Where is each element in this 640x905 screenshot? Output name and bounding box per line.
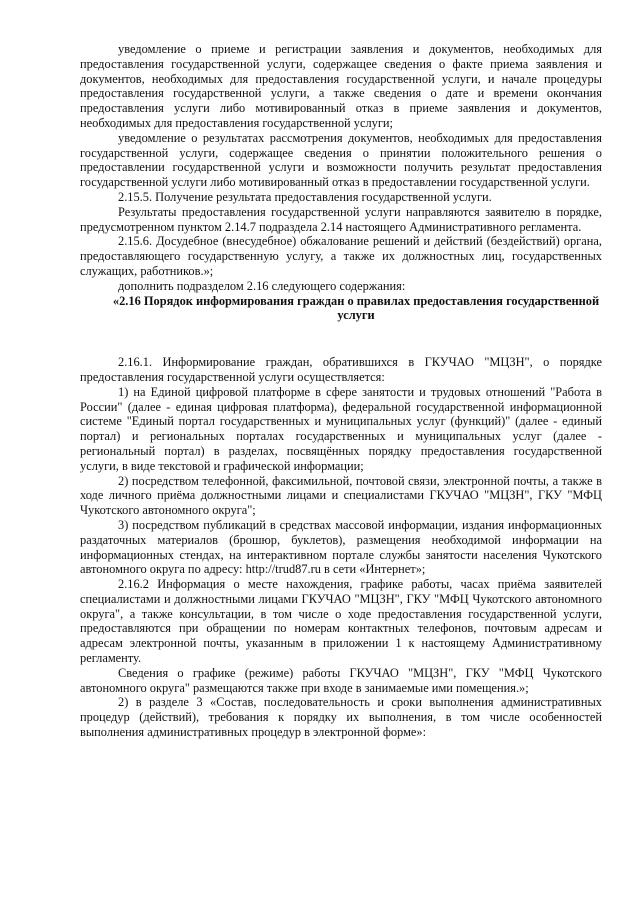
paragraph-2-15-5: 2.15.5. Получение результата предоставления государственной услуги. bbox=[118, 189, 492, 204]
paragraph-schedule: Сведения о графике (режиме) работы ГКУЧАО "МЦЗН", ГКУ "МФЦ Чукотского автономного округа" размещаются также при входе в занимаемые ими помещения.»; bbox=[80, 665, 602, 695]
paragraph-notice-receipt: уведомление о приеме и регистрации заявления и документов, необходимых для предоставления государственной услуги, содержащее сведения о факте приема заявления и документов, необходимых для предоставления государственной услуги, и начале процедуры предоставления государственной услуги, а также сведения о дате и времени окончания предоставления услуги либо мотивированный отказ в приеме заявления и документов, необходимых для предоставления государственной услуги; bbox=[80, 42, 602, 130]
paragraph-add-2-16: дополнить подразделом 2.16 следующего содержания: bbox=[118, 278, 406, 293]
paragraph-item-3: 3) посредством публикаций в средствах массовой информации, издания информационных раздаточных материалов (брошюр, буклетов), размещения необходимой информации на информационных стендах, на интерактивном портале службы занятости населения Чукотского автономного округа по адресу: http://trud87.ru в сети «Интернет»; bbox=[80, 517, 602, 577]
paragraph-item-1: 1) на Единой цифровой платформе в сфере занятости и трудовых отношений "Работа в России" (далее - единая цифровая платформа), федеральной государственной информационной системе "Единый портал государственных и муниципальных услуг (функций)" (далее - единый портал) и региональных порталах государственных и муниципальных услуг (далее - региональный портал) в разделах, посвящённых порядку предоставления государственной услуги, в виде текстовой и графической информации; bbox=[80, 384, 602, 473]
document-page bbox=[80, 42, 602, 740]
paragraph-2-16-1: 2.16.1. Информирование граждан, обратившихся в ГКУЧАО "МЦЗН", о порядке предоставления государственной услуги осуществляется: bbox=[80, 355, 602, 384]
paragraph-item-2: 2) посредством телефонной, факсимильной, почтовой связи, электронной почты, а также в ходе личного приёма должностными лицами и специалистами ГКУЧАО "МЦЗН", ГКУ "МФЦ Чукотского автономного округа"; bbox=[80, 473, 602, 518]
section-heading-2-16: «2.16 Порядок информирования граждан о правилах предоставления государственной услуги bbox=[112, 293, 600, 323]
paragraph-results-sent: Результаты предоставления государственной услуги направляются заявителю в порядке, предусмотренном пунктом 2.14.7 подраздела 2.14 настоящего Административного регламента. bbox=[80, 204, 602, 234]
paragraph-2-15-6: 2.15.6. Досудебное (внесудебное) обжалование решений и действий (бездействий) органа, предоставляющего государственную услугу, а также их должностных лиц, государственных служащих, работников.»; bbox=[80, 234, 602, 278]
paragraph-section-3: 2) в разделе 3 «Состав, последовательность и сроки выполнения административных процедур (действий), требования к порядку их выполнения, в том числе особенностей выполнения административных процедур в электронной форме»: bbox=[80, 695, 602, 740]
section-spacer bbox=[80, 323, 602, 355]
paragraph-2-16-2: 2.16.2 Информация о месте нахождения, графике работы, часах приёма заявителей специалистами и должностными лицами ГКУЧАО "МЦЗН", ГКУ "МФЦ Чукотского автономного округа", а также консультации, в том числе о ходе предоставления государственной услуги, предоставляются при обращении по номерам контактных телефонов, почтовым адресам и адресам электронной почты, указанным в приложении 1 к настоящему Административному регламенту. bbox=[80, 577, 602, 666]
paragraph-notice-results: уведомление о результатах рассмотрения документов, необходимых для предоставления государственной услуги, содержащее сведения о принятии положительного решения о предоставлении государственной услуги и возможности получить результат предоставления государственной услуги либо мотивированный отказ в предоставлении государственной услуги. bbox=[80, 130, 602, 190]
